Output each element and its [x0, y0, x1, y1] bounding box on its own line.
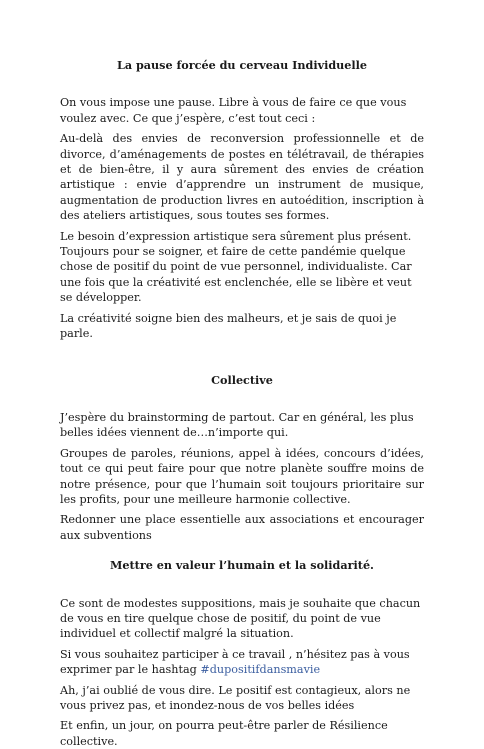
- paragraph-hashtag: [60, 647, 424, 678]
- section-body-solidarite: [60, 596, 424, 749]
- paragraph: On vous impose une pause. Libre à vous de faire ce que vous voulez avec. Ce que j’espère, c’est tout ceci :: [60, 96, 407, 125]
- section-heading-solidarite: Mettre en valeur l’humain et la solidarité.: [110, 558, 374, 573]
- section-body-individuelle: [60, 95, 424, 341]
- paragraph: Groupes de paroles, réunions, appel à idées, concours d’idées, tout ce qui peut faire pour que notre planète souffre moins de notre présence, pour que l’humain soit toujours prioritaire sur les profits, pour une meilleure harmonie collective.: [60, 446, 424, 506]
- paragraph: Redonner une place essentielle aux associations et encourager aux subventions: [60, 513, 424, 542]
- paragraph: J’espère du brainstorming de partout. Car en général, les plus belles idées viennent de…n’importe qui.: [60, 410, 414, 440]
- section-body-collective: [60, 410, 424, 543]
- paragraph: Ah, j’ai oublié de vous dire. Le positif est contagieux, alors ne vous privez pas, et inondez-nous de vos belles idées: [60, 683, 411, 712]
- section-heading-collective: Collective: [211, 372, 273, 387]
- paragraph: La créativité soigne bien des malheurs, et je sais de quoi je parle.: [60, 311, 397, 341]
- paragraph: Et enfin, un jour, on pourra peut-être parler de Résilience collective.: [60, 719, 388, 748]
- paragraph: Le besoin d’expression artistique sera sûrement plus présent. Toujours pour se soigner, et faire de cette pandémie quelque chose de positif du point de vue personnel, individualiste. Car une fois que la créativité est enclenchée, elle se libère et veut se développer.: [60, 229, 412, 305]
- section-heading-individuelle: La pause forcée du cerveau Individuelle: [116, 58, 368, 72]
- paragraph-text: Si vous souhaitez participer à ce travail , n’hésitez pas à vous exprimer par le hashtag: [60, 647, 410, 677]
- paragraph: Ce sont de modestes suppositions, mais je souhaite que chacun de vous en tire quelque chose de positif, du point de vue individuel et collectif malgré la situation.: [60, 596, 421, 641]
- hashtag-link[interactable]: #dupositifdansmavie: [200, 663, 321, 677]
- paragraph: Au-delà des envies de reconversion professionnelle et de divorce, d’aménagements de postes en télétravail, de thérapies et de bien-être, il y aura sûrement des envies de création artistique : envie d’apprendre un instrument de musique, augmentation de production livres en autoédition, inscription à des ateliers artistiques, sous toutes ses formes.: [60, 132, 424, 223]
